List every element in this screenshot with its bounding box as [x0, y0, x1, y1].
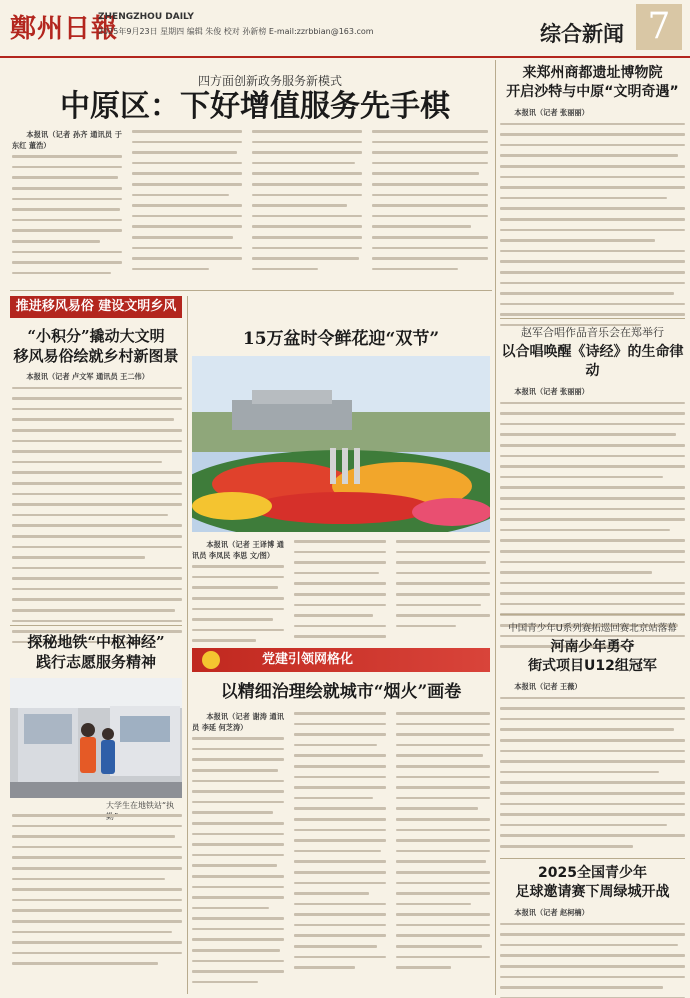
right3-title-1: 河南少年勇夺	[550, 639, 635, 655]
right-rule-1	[500, 318, 685, 319]
newspaper-logo: 鄭州日報	[10, 14, 119, 44]
party-banner	[192, 648, 490, 672]
bottom-body-col-2	[294, 712, 386, 977]
left-column-divider	[187, 296, 188, 994]
lead-body	[12, 130, 490, 285]
right-story-3	[500, 620, 685, 856]
right4-byline: 本报讯（记者 赵柯楠）	[514, 908, 589, 917]
masthead	[0, 0, 690, 58]
right3-kicker: 中国青少年U系列赛拓巡回赛北京站落幕	[508, 623, 677, 634]
lead-byline: 本报讯（记者 孙齐 通讯员 于东红 董浩）	[12, 130, 122, 150]
bottom-story-headline: 以精细治理绘就城市“烟火”画卷	[220, 682, 462, 702]
left-story2-headline-1: 探秘地铁“中枢神经”	[27, 633, 165, 651]
left-rule	[10, 625, 182, 626]
section-title: 综合新闻	[540, 22, 624, 46]
lead-rule	[10, 290, 492, 291]
metro-volunteer-photo	[10, 678, 182, 798]
page-number: 7	[636, 4, 682, 50]
column-divider	[495, 60, 496, 995]
left-story1-byline: 本报讯（记者 卢文军 通讯员 王二伟）	[26, 372, 149, 381]
left-banner: 推进移风易俗 建设文明乡风	[10, 296, 182, 318]
lead-headline: 中原区：下好增值服务先手棋	[60, 89, 450, 124]
left-story1-headline-2: 移风易俗绘就乡村新图景	[13, 347, 179, 365]
flower-body-col-1	[192, 540, 284, 650]
lead-kicker: 四方面创新政务服务新模式	[197, 74, 342, 88]
right3-title-2: 街式项目U12组冠军	[528, 658, 657, 674]
left-story1-body	[12, 372, 182, 651]
right-story-1	[500, 64, 685, 334]
right3-byline: 本报讯（记者 王薇）	[514, 682, 582, 691]
right4-title-1: 2025全国青少年	[538, 865, 647, 881]
right1-title-2: 开启沙特与中原“文明奇遇”	[506, 84, 679, 100]
lead-body-col-2	[132, 130, 242, 278]
flower-headline: 15万盆时令鲜花迎“双节”	[242, 329, 440, 349]
right-story-4	[500, 864, 685, 998]
right2-byline: 本报讯（记者 张丽丽）	[514, 387, 589, 396]
flower-body	[192, 540, 490, 645]
lead-body-col-4	[372, 130, 488, 278]
bottom-story-body	[192, 712, 490, 992]
flower-byline: 本报讯（记者 王译博 通讯员 李凤民 李思 文/图）	[192, 540, 284, 560]
right1-title-1: 来郑州商都遗址博物院	[522, 65, 663, 81]
right4-title-2: 足球邀请赛下周绿城开战	[515, 884, 670, 900]
right-rule-2	[500, 614, 685, 615]
left-story1-headline-1: “小积分”撬动大文明	[27, 327, 165, 345]
bottom-byline: 本报讯（记者 谢涛 通讯员 李延 何芝涛）	[192, 712, 284, 732]
left-story2-headline-2: 践行志愿服务精神	[35, 653, 156, 671]
issue-meta: 2025年9月23日 星期四 编辑 朱俊 校对 孙新榜 E-mail:zzrbbian@163.com	[98, 27, 374, 36]
right2-kicker: 赵军合唱作品音乐会在郑举行	[521, 326, 664, 339]
right-story-2	[500, 324, 685, 656]
bottom-body-col-1	[192, 712, 284, 991]
flower-body-col-3	[396, 540, 490, 635]
party-emblem-icon	[202, 651, 220, 669]
right1-byline: 本报讯（记者 张丽丽）	[514, 108, 589, 117]
right2-title: 以合唱唤醒《诗经》的生命律动	[501, 344, 684, 379]
lead-body-col-1	[12, 130, 122, 282]
flower-body-col-2	[294, 540, 386, 646]
metro-photo-caption: 大学生在地铁站“执	[106, 801, 175, 810]
lead-body-col-3	[252, 130, 362, 278]
newspaper-english-name: ZHENGZHOU DAILY	[98, 12, 194, 22]
flower-display-photo	[192, 356, 490, 532]
party-banner-text: 党建引领网格化	[262, 652, 354, 667]
right-rule-3	[500, 858, 685, 859]
bottom-body-col-3	[396, 712, 490, 977]
left-story2-body	[12, 814, 182, 973]
